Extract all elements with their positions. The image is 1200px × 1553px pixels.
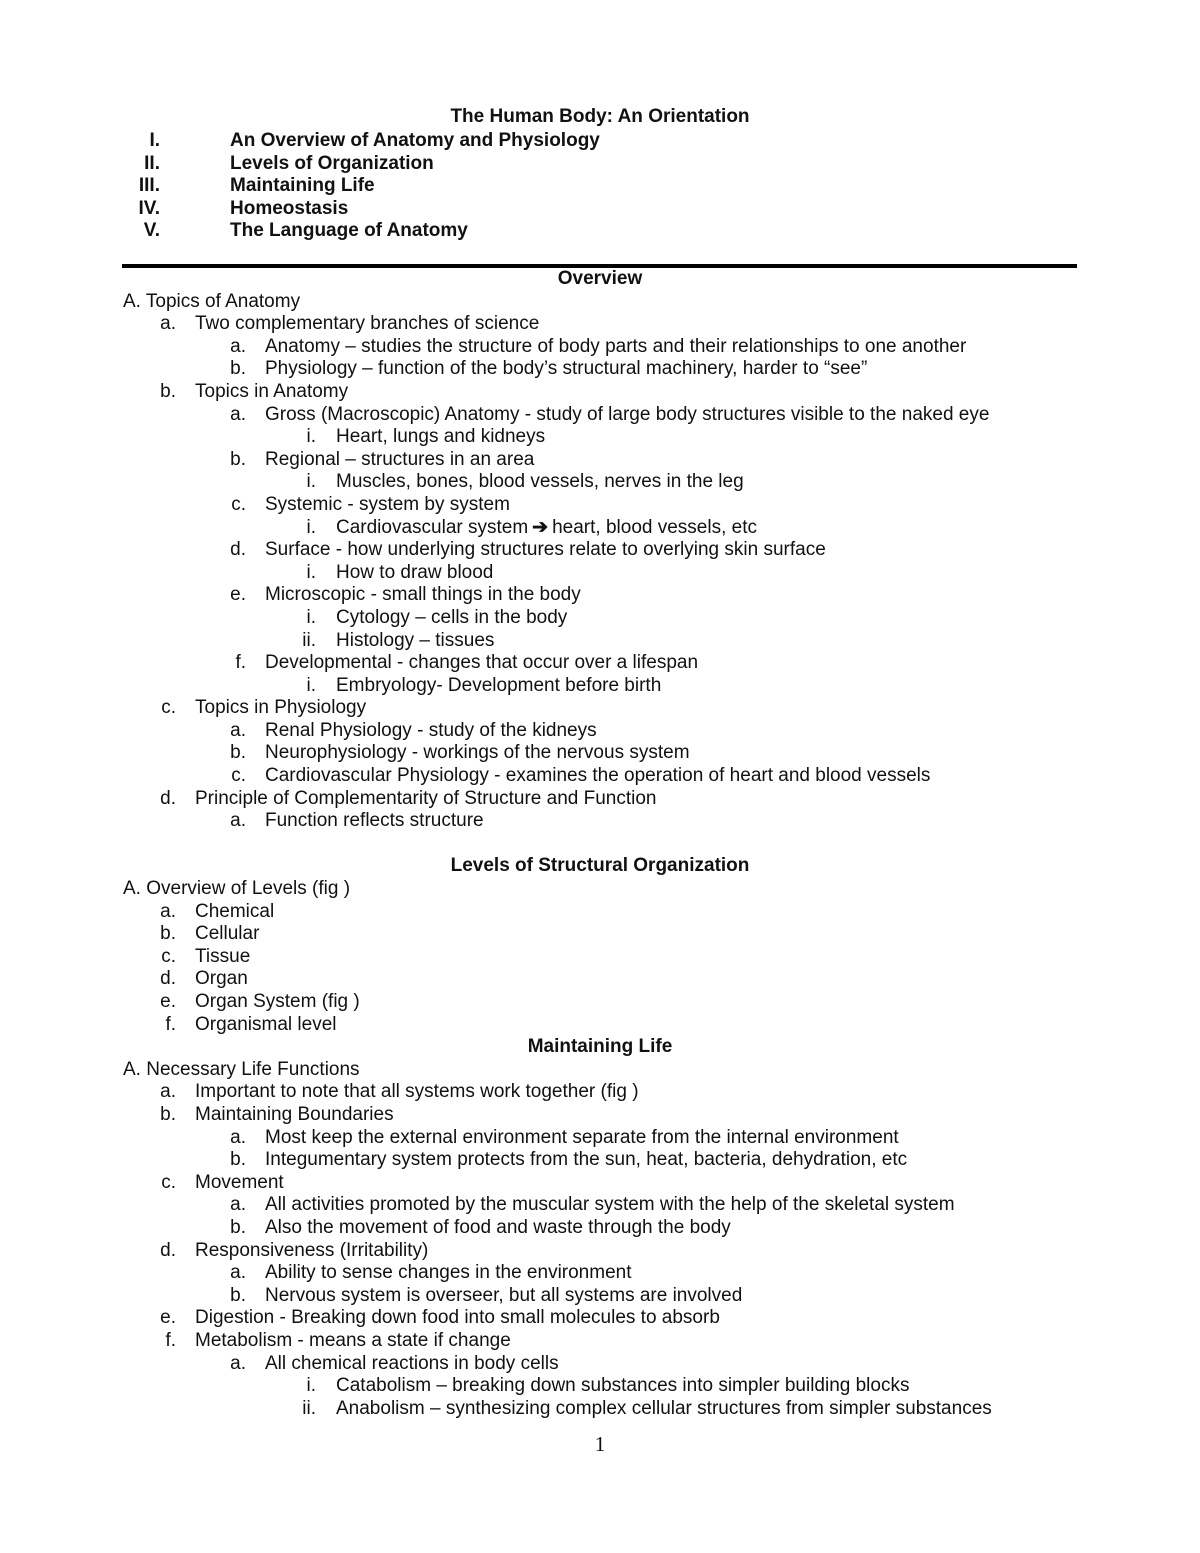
- item-text-part: heart, blood vessels, etc: [552, 516, 757, 538]
- item-text: [336, 562, 493, 585]
- outline-item: [0, 404, 1200, 427]
- item-text: [336, 607, 567, 630]
- item-marker: i.: [306, 1375, 316, 1397]
- item-marker: e.: [160, 1307, 176, 1329]
- toc-number: V.: [143, 220, 160, 242]
- item-text-part: All chemical reactions in body cells: [265, 1352, 559, 1374]
- item-text: [195, 1081, 639, 1104]
- item-marker: e.: [230, 584, 246, 606]
- item-text-part: Important to note that all systems work together (fig ): [195, 1081, 639, 1103]
- item-text-part: Organ: [195, 968, 248, 990]
- item-marker: a.: [230, 403, 246, 425]
- item-marker: a.: [230, 810, 246, 832]
- item-text-part: A. Overview of Levels (fig ): [123, 878, 351, 900]
- item-marker: f.: [235, 652, 246, 674]
- item-marker: i.: [306, 471, 316, 493]
- item-marker: c.: [231, 765, 246, 787]
- outline-item: [0, 517, 1200, 540]
- item-text-part: Muscles, bones, blood vessels, nerves in the leg: [336, 471, 744, 493]
- item-text: [336, 471, 744, 494]
- item-text-part: Regional – structures in an area: [265, 448, 535, 470]
- item-text-part: Maintaining Boundaries: [195, 1103, 394, 1125]
- item-marker: f.: [165, 1329, 176, 1351]
- outline-item: [0, 1172, 1200, 1195]
- item-text: [195, 1014, 337, 1037]
- item-text: [195, 697, 366, 720]
- item-text: [336, 426, 545, 449]
- outline-item: [0, 1149, 1200, 1172]
- item-text-part: How to draw blood: [336, 561, 494, 583]
- toc-text: Levels of Organization: [230, 152, 434, 174]
- item-text-part: Gross (Macroscopic) Anatomy - study of large body structures visible to the naked eye: [265, 403, 990, 425]
- item-text-part: Histology – tissues: [336, 629, 495, 651]
- item-text-part: A. Topics of Anatomy: [123, 290, 301, 312]
- outline-item: [0, 968, 1200, 991]
- item-text: [265, 1262, 632, 1285]
- outline-item: [0, 562, 1200, 585]
- item-marker: f.: [165, 1013, 176, 1035]
- item-text: [195, 1172, 284, 1195]
- outline-item: [0, 494, 1200, 517]
- item-text: [195, 946, 250, 969]
- item-text: [265, 1149, 907, 1172]
- item-text: [265, 358, 867, 381]
- document-title: The Human Body: An Orientation: [450, 106, 750, 127]
- outline-item: [0, 923, 1200, 946]
- item-marker: i.: [306, 561, 316, 583]
- item-text: [265, 449, 534, 472]
- item-marker: e.: [160, 991, 176, 1012]
- item-text: [123, 878, 350, 901]
- item-text-part: Catabolism – breaking down substances into simpler building blocks: [336, 1375, 910, 1397]
- item-text-part: Physiology – function of the body’s structural machinery, harder to “see”: [265, 358, 868, 380]
- item-text: [195, 313, 539, 336]
- item-text-part: Cardiovascular Physiology - examines the operation of heart and blood vessels: [265, 765, 931, 787]
- item-marker: b.: [230, 358, 246, 380]
- item-text-part: Metabolism - means a state if change: [195, 1329, 511, 1351]
- item-text-part: Two complementary branches of science: [195, 313, 540, 335]
- item-text: [336, 1398, 992, 1421]
- outline-item: [0, 336, 1200, 359]
- outline-item: [0, 765, 1200, 788]
- item-marker: a.: [160, 1081, 176, 1103]
- item-text-part: Microscopic - small things in the body: [265, 584, 581, 606]
- outline-item: [0, 901, 1200, 924]
- outline-item: [0, 449, 1200, 472]
- outline-item: [0, 1262, 1200, 1285]
- item-marker: c.: [231, 493, 246, 515]
- item-text-part: Topics in Anatomy: [195, 380, 349, 402]
- section-heading: Levels of Structural Organization: [450, 855, 750, 877]
- outline-item: [0, 991, 1200, 1014]
- item-text-part: Nervous system is overseer, but all systems are involved: [265, 1284, 743, 1306]
- outline-item: [0, 291, 1200, 314]
- outline-item: [0, 426, 1200, 449]
- outline-item: [0, 720, 1200, 743]
- toc-text: The Language of Anatomy: [230, 220, 468, 242]
- outline-item: [0, 381, 1200, 404]
- item-text-part: Responsiveness (Irritability): [195, 1239, 429, 1261]
- item-text-part: Organismal level: [195, 1013, 337, 1035]
- outline-item: [0, 1330, 1200, 1353]
- item-marker: a.: [230, 1194, 246, 1216]
- item-marker: b.: [160, 923, 176, 945]
- item-text: [265, 742, 690, 765]
- section-heading: Overview: [557, 268, 643, 289]
- item-marker: c.: [161, 945, 176, 967]
- outline-item: [0, 1353, 1200, 1376]
- outline-item: [0, 788, 1200, 811]
- outline-item: [0, 697, 1200, 720]
- item-marker: a.: [230, 1352, 246, 1374]
- page-number: 1: [594, 1432, 606, 1456]
- toc-text: Homeostasis: [230, 197, 349, 219]
- outline-item: [0, 539, 1200, 562]
- item-text: [195, 968, 248, 991]
- item-text: [195, 991, 360, 1014]
- arrow-right-icon: ➔: [532, 516, 549, 538]
- toc-text: An Overview of Anatomy and Physiology: [230, 130, 600, 151]
- item-text: [265, 584, 581, 607]
- item-marker: b.: [230, 1149, 246, 1171]
- outline-item: [0, 652, 1200, 675]
- item-text-part: Anatomy – studies the structure of body parts and their relationships to one another: [265, 335, 967, 357]
- item-text-part: Movement: [195, 1171, 284, 1193]
- item-text-part: Cardiovascular system: [336, 516, 529, 538]
- item-marker: b.: [230, 742, 246, 764]
- item-text-part: Integumentary system protects from the sun, heat, bacteria, dehydration, etc: [265, 1149, 908, 1171]
- outline-item: [0, 1217, 1200, 1240]
- item-marker: i.: [306, 606, 316, 628]
- item-text: [265, 1194, 955, 1217]
- item-text: [336, 675, 661, 698]
- item-marker: a.: [160, 900, 176, 922]
- item-marker: i.: [306, 674, 316, 696]
- item-text: [123, 291, 300, 314]
- outline-item: [0, 946, 1200, 969]
- outline-item: [0, 358, 1200, 381]
- item-text-part: Most keep the external environment separate from the internal environment: [265, 1126, 899, 1148]
- toc-number: II.: [144, 152, 160, 174]
- outline-item: [0, 1081, 1200, 1104]
- item-text-part: Systemic - system by system: [265, 493, 510, 515]
- item-text-part: All activities promoted by the muscular system with the help of the skeletal system: [265, 1194, 955, 1216]
- item-text: [123, 1059, 360, 1082]
- toc-number: III.: [138, 175, 160, 197]
- item-marker: ii.: [302, 1397, 316, 1419]
- toc-number: I.: [149, 130, 160, 151]
- outline-item: [0, 1398, 1200, 1421]
- item-text: [265, 494, 510, 517]
- item-text: [265, 539, 826, 562]
- item-marker: b.: [160, 380, 176, 402]
- item-marker: b.: [160, 1103, 176, 1125]
- item-text: [195, 923, 259, 946]
- item-text-part: Topics in Physiology: [195, 697, 367, 719]
- item-text: [195, 1104, 394, 1127]
- item-marker: a.: [230, 335, 246, 357]
- item-text-part: Principle of Complementarity of Structure and Function: [195, 787, 657, 809]
- item-text-part: Embryology- Development before birth: [336, 674, 662, 696]
- toc-number: IV.: [138, 197, 160, 219]
- item-marker: i.: [306, 516, 316, 538]
- item-text: [195, 1307, 720, 1330]
- item-marker: a.: [230, 719, 246, 741]
- outline-item: [0, 1285, 1200, 1308]
- item-text: [265, 336, 966, 359]
- item-text: [336, 630, 494, 653]
- item-text: [195, 1330, 511, 1353]
- outline-item: [0, 742, 1200, 765]
- item-marker: d.: [160, 787, 176, 809]
- outline-item: [0, 1127, 1200, 1150]
- item-marker: a.: [160, 313, 176, 335]
- item-text: [265, 810, 484, 833]
- item-text-part: Organ System (fig ): [195, 991, 360, 1012]
- item-marker: i.: [306, 426, 316, 448]
- outline-item: [0, 1307, 1200, 1330]
- item-marker: b.: [230, 1216, 246, 1238]
- item-text: [195, 1240, 428, 1263]
- item-marker: a.: [230, 1126, 246, 1148]
- outline-item: [0, 630, 1200, 653]
- blank-line: [0, 833, 1200, 856]
- item-text-part: Surface - how underlying structures relate to overlying skin surface: [265, 539, 826, 561]
- section-heading: Maintaining Life: [527, 1036, 673, 1058]
- outline-item: [0, 1014, 1200, 1037]
- item-text: [265, 1285, 742, 1308]
- item-text-part: Heart, lungs and kidneys: [336, 426, 546, 448]
- item-text: [336, 517, 757, 540]
- item-text-part: A. Necessary Life Functions: [123, 1058, 360, 1080]
- item-text: [195, 788, 657, 811]
- item-text-part: Function reflects structure: [265, 810, 484, 832]
- outline-item: [0, 1194, 1200, 1217]
- outline-item: [0, 1059, 1200, 1082]
- item-text: [195, 901, 274, 924]
- item-text-part: Anabolism – synthesizing complex cellular structures from simpler substances: [336, 1397, 992, 1419]
- outline-item: [0, 1375, 1200, 1398]
- item-text-part: Ability to sense changes in the environment: [265, 1262, 632, 1284]
- item-text-part: Cellular: [195, 923, 260, 945]
- item-text-part: Tissue: [195, 945, 251, 967]
- outline-item: [0, 810, 1200, 833]
- outline-item: [0, 878, 1200, 901]
- item-marker: a.: [230, 1262, 246, 1284]
- item-marker: b.: [230, 448, 246, 470]
- item-text-part: Also the movement of food and waste through the body: [265, 1216, 731, 1238]
- item-text-part: Renal Physiology - study of the kidneys: [265, 719, 597, 741]
- item-text-part: Chemical: [195, 900, 275, 922]
- outline-item: [0, 313, 1200, 336]
- outline-item: [0, 675, 1200, 698]
- outline-body: [0, 268, 1200, 1420]
- item-marker: d.: [160, 1239, 176, 1261]
- item-text: [265, 765, 930, 788]
- item-text: [265, 1353, 559, 1376]
- item-marker: d.: [230, 539, 246, 561]
- item-text: [265, 1127, 899, 1150]
- item-text: [195, 381, 348, 404]
- outline-item: [0, 584, 1200, 607]
- outline-item: [0, 607, 1200, 630]
- outline-item: [0, 1240, 1200, 1263]
- item-text: [265, 720, 597, 743]
- item-marker: b.: [230, 1284, 246, 1306]
- item-text-part: Cytology – cells in the body: [336, 606, 568, 628]
- item-marker: c.: [161, 697, 176, 719]
- item-marker: c.: [161, 1171, 176, 1193]
- toc-text: Maintaining Life: [230, 175, 375, 197]
- item-text-part: Neurophysiology - workings of the nervous system: [265, 742, 690, 764]
- item-text: [336, 1375, 909, 1398]
- item-marker: d.: [160, 968, 176, 990]
- item-text: [265, 1217, 731, 1240]
- item-text-part: Developmental - changes that occur over a lifespan: [265, 652, 699, 674]
- item-text: [265, 404, 989, 427]
- item-text: [265, 652, 698, 675]
- item-text-part: Digestion - Breaking down food into small molecules to absorb: [195, 1307, 720, 1329]
- outline-item: [0, 471, 1200, 494]
- item-marker: ii.: [302, 629, 316, 651]
- outline-item: [0, 1104, 1200, 1127]
